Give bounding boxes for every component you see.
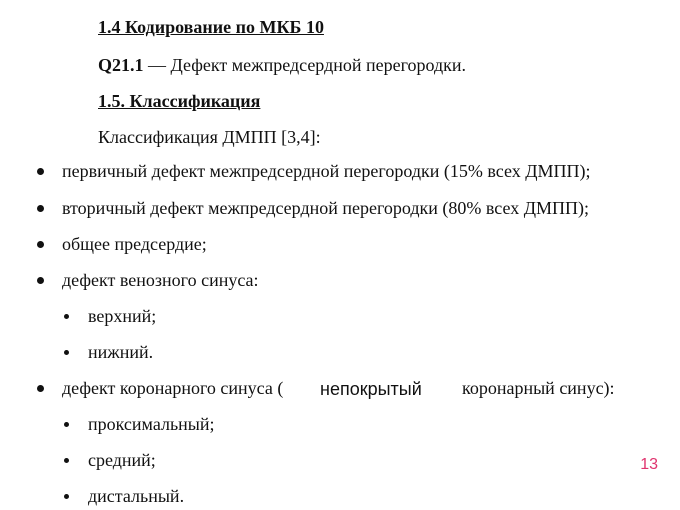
heading-coding: 1.4 Кодирование по МКБ 10 (98, 17, 324, 37)
list-item-continuation: коронарный синус): (462, 378, 615, 398)
list-item: нижний. (88, 342, 154, 362)
sub-bullet-icon (64, 422, 69, 427)
bullet-icon (37, 277, 44, 284)
list-item: проксимальный; (88, 414, 215, 434)
list-item: дефект коронарного синуса ( (62, 378, 284, 398)
list-item: дефект венозного синуса: (62, 270, 259, 290)
list-item: первичный дефект межпредсердной перегородки (15% всех ДМПП); (62, 161, 591, 181)
list-item: верхний; (88, 306, 157, 326)
code-label: Q21.1 (98, 55, 144, 75)
sub-bullet-icon (64, 350, 69, 355)
list-item: общее предсердие; (62, 234, 207, 254)
sub-bullet-icon (64, 494, 69, 499)
bullet-icon (37, 241, 44, 248)
sub-bullet-icon (64, 314, 69, 319)
bullet-icon (37, 168, 44, 175)
code-entry (98, 54, 466, 76)
heading-classification: 1.5. Классификация (98, 91, 261, 111)
page-number: 13 (640, 456, 658, 473)
list-item: дистальный. (88, 486, 185, 506)
list-item: вторичный дефект межпредсердной перегородки (80% всех ДМПП); (62, 198, 590, 218)
code-description: — Дефект межпредсердной перегородки. (143, 55, 467, 75)
list-item: средний; (88, 450, 156, 470)
overlay-text: непокрытый (320, 379, 422, 399)
sub-bullet-icon (64, 458, 69, 463)
classification-intro: Классификация ДМПП [3,4]: (98, 127, 321, 147)
bullet-icon (37, 385, 44, 392)
bullet-icon (37, 205, 44, 212)
